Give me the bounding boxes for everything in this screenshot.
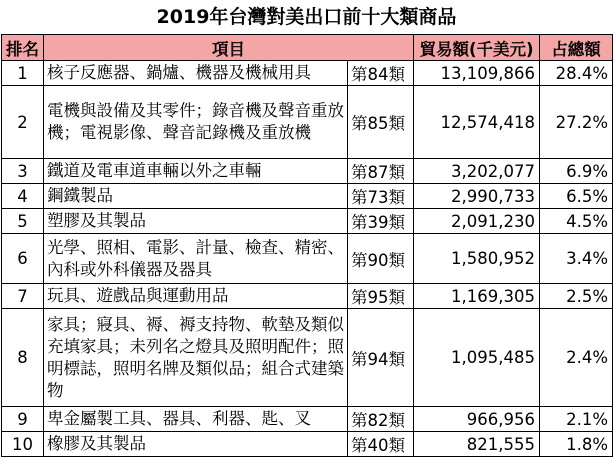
code-cell: 第87類 [348,159,414,184]
header-value: 貿易額(千美元) [414,35,540,61]
code-cell: 第84類 [348,61,414,86]
rank-cell: 6 [2,234,44,284]
table-row [2,309,613,407]
value-cell: 1,580,952 [414,234,540,284]
code-cell: 第95類 [348,284,414,309]
table-row [2,209,613,234]
table-row [2,407,613,432]
rank-cell: 4 [2,184,44,209]
header-item: 項目 [44,35,414,61]
item-cell: 家具；寢具、褥、褥支持物、軟墊及類似充填家具；未列名之燈具及照明配件；照明標誌，照明名牌及類似品；組合式建築物 [44,309,348,407]
table-title: 2019年台灣對美出口前十大類商品 [156,6,457,28]
code-cell: 第73類 [348,184,414,209]
code-cell: 第85類 [348,86,414,159]
item-cell: 電機與設備及其零件；錄音機及聲音重放機；電視影像、聲音記錄機及重放機 [44,86,348,159]
value-cell: 3,202,077 [414,159,540,184]
item-cell: 鋼鐵製品 [44,184,348,209]
share-cell: 28.4% [540,61,613,86]
rank-cell: 1 [2,61,44,86]
item-cell: 卑金屬製工具、器具、利器、匙、叉 [44,407,348,432]
value-cell: 1,095,485 [414,309,540,407]
rank-cell: 5 [2,209,44,234]
value-cell: 1,169,305 [414,284,540,309]
code-cell: 第39類 [348,209,414,234]
rank-cell: 7 [2,284,44,309]
item-cell: 鐵道及電車道車輛以外之車輛 [44,159,348,184]
value-cell: 966,956 [414,407,540,432]
header-rank: 排名 [2,35,44,61]
code-cell: 第90類 [348,234,414,284]
value-cell: 2,990,733 [414,184,540,209]
table-row [2,284,613,309]
item-cell: 玩具、遊戲品與運動用品 [44,284,348,309]
rank-cell: 9 [2,407,44,432]
table-row [2,86,613,159]
item-cell: 核子反應器、鍋爐、機器及機械用具 [44,61,348,86]
share-cell: 1.8% [540,432,613,457]
share-cell: 6.9% [540,159,613,184]
item-cell: 塑膠及其製品 [44,209,348,234]
code-cell: 第40類 [348,432,414,457]
value-cell: 821,555 [414,432,540,457]
header-row [2,35,613,61]
share-cell: 2.1% [540,407,613,432]
share-cell: 4.5% [540,209,613,234]
value-cell: 12,574,418 [414,86,540,159]
table-row [2,432,613,457]
share-cell: 2.5% [540,284,613,309]
export-table [1,34,613,457]
table-row [2,159,613,184]
item-cell: 橡膠及其製品 [44,432,348,457]
table-row [2,184,613,209]
code-cell: 第82類 [348,407,414,432]
share-cell: 27.2% [540,86,613,159]
share-cell: 6.5% [540,184,613,209]
rank-cell: 10 [2,432,44,457]
table-row [2,61,613,86]
table-row [2,234,613,284]
rank-cell: 2 [2,86,44,159]
rank-cell: 3 [2,159,44,184]
value-cell: 2,091,230 [414,209,540,234]
share-cell: 2.4% [540,309,613,407]
item-cell: 光學、照相、電影、計量、檢查、精密、內科或外科儀器及器具 [44,234,348,284]
code-cell: 第94類 [348,309,414,407]
value-cell: 13,109,866 [414,61,540,86]
header-share: 占總額 [540,35,613,61]
rank-cell: 8 [2,309,44,407]
share-cell: 3.4% [540,234,613,284]
